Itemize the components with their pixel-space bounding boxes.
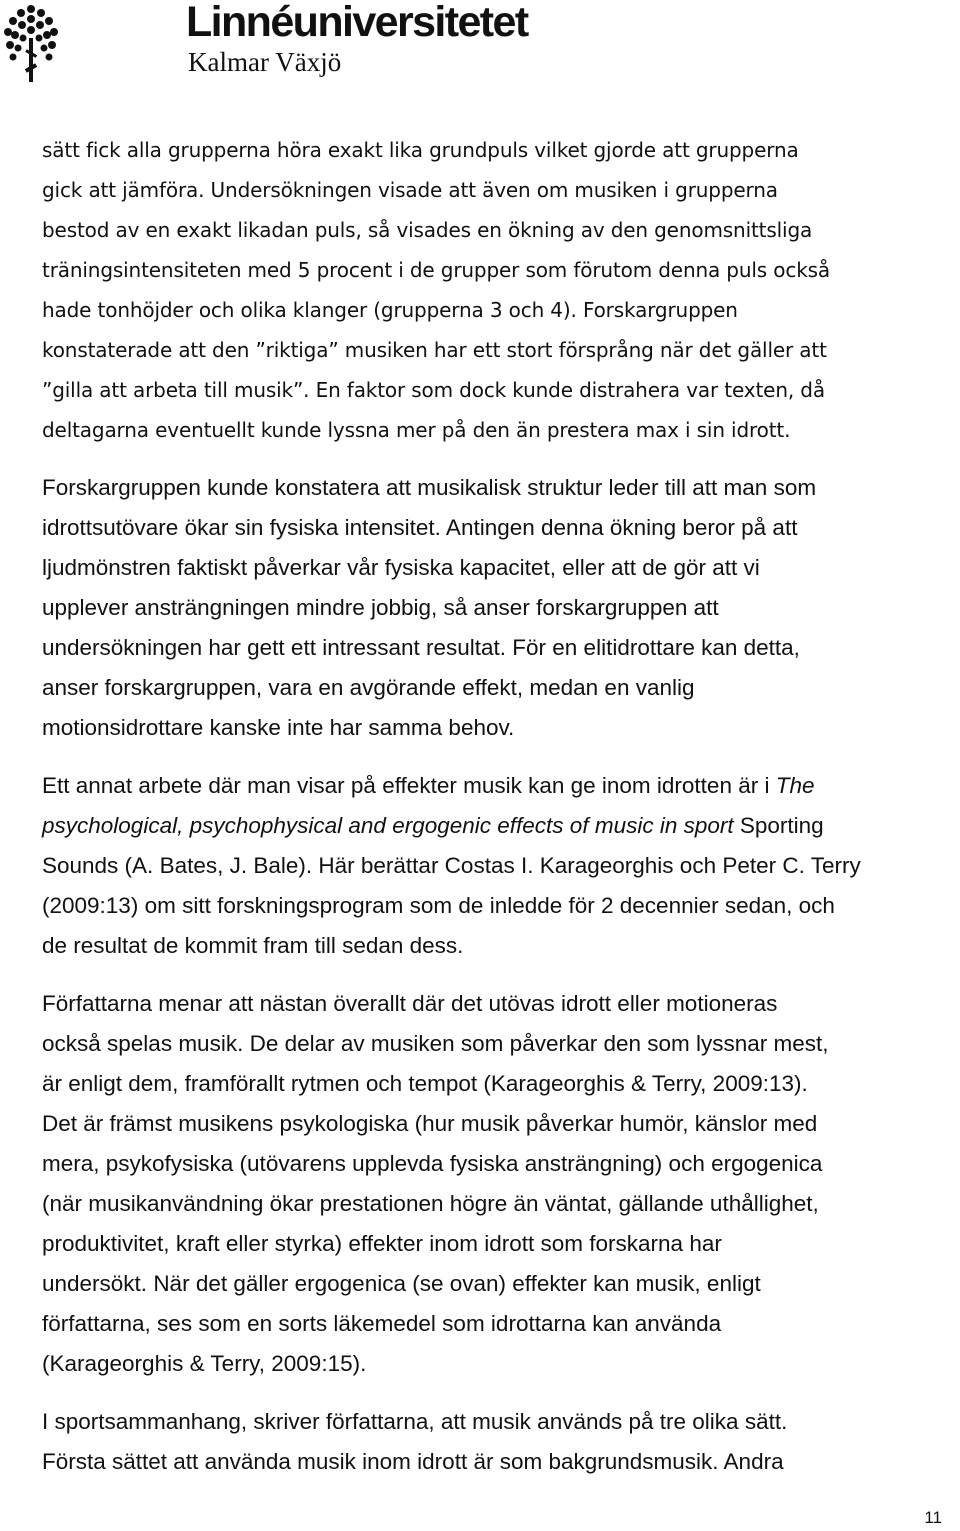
text-line: Författarna menar att nästan överallt där det utövas idrott eller motioneras — [42, 991, 778, 1016]
text-line: Forskargruppen kunde konstatera att musikalisk struktur leder till att man som — [42, 475, 817, 500]
text-line: upplever ansträngningen mindre jobbig, så anser forskargruppen att — [42, 595, 719, 620]
text-line: idrottsutövare ökar sin fysiska intensitet. Antingen denna ökning beror på att — [42, 515, 798, 540]
text-line: Sounds (A. Bates, J. Bale). Här berättar Costas I. Karageorghis och Peter C. Terry — [42, 853, 861, 878]
book-title-part: The — [775, 773, 815, 798]
text-line: ”gilla att arbeta till musik”. En faktor som dock kunde distrahera var texten, då — [42, 378, 825, 402]
text-line: undersökningen har gett ett intressant resultat. För en elitidrottare kan detta, — [42, 635, 800, 660]
text-line: bestod av en exakt likadan puls, så visades en ökning av den genomsnittsliga — [42, 218, 813, 242]
text-line: (2009:13) om sitt forskningsprogram som de inledde för 2 decennier sedan, och — [42, 893, 835, 918]
paragraph-3 — [42, 766, 960, 966]
text-line: hade tonhöjder och olika klanger (grupperna 3 och 4). Forskargruppen — [42, 298, 738, 322]
text-line: motionsidrottare kanske inte har samma behov. — [42, 715, 515, 740]
paragraph-4 — [42, 984, 960, 1384]
text-line: produktivitet, kraft eller styrka) effekter inom idrott som forskarna har — [42, 1231, 722, 1256]
text-line: konstaterade att den ”riktiga” musiken har ett stort försprång när det gäller att — [42, 338, 827, 362]
text-line: I sportsammanhang, skriver författarna, att musik används på tre olika sätt. — [42, 1409, 788, 1434]
paragraph-5 — [42, 1402, 960, 1482]
text-run: Sporting — [733, 813, 824, 838]
text-line: deltagarna eventuellt kunde lyssna mer på den än prestera max i sin idrott. — [42, 418, 791, 442]
text-line: undersökt. När det gäller ergogenica (se ovan) effekter kan musik, enligt — [42, 1271, 761, 1296]
text-line: träningsintensiteten med 5 procent i de grupper som förutom denna puls också — [42, 258, 831, 282]
text-line — [42, 766, 960, 806]
text-line: anser forskargruppen, vara en avgörande effekt, medan en vanlig — [42, 675, 695, 700]
text-line: Första sättet att använda musik inom idrott är som bakgrundsmusik. Andra — [42, 1449, 784, 1474]
text-run: Ett annat arbete där man visar på effekter musik kan ge inom idrotten är i — [42, 773, 776, 798]
tree-logo-icon — [3, 4, 59, 82]
text-line: (Karageorghis & Terry, 2009:15). — [42, 1351, 367, 1376]
text-line: de resultat de kommit fram till sedan dess. — [42, 933, 464, 958]
logo-name: Linnéuniversitetet — [186, 0, 528, 46]
text-line: sätt fick alla grupperna höra exakt lika grundpuls vilket gjorde att grupperna — [42, 138, 799, 162]
logo-subtitle: Kalmar Växjö — [188, 47, 342, 77]
text-line: mera, psykofysiska (utövarens upplevda fysiska ansträngning) och ergogenica — [42, 1151, 823, 1176]
page-number: 11 — [924, 1508, 942, 1527]
paragraph-1 — [42, 130, 960, 450]
paragraph-2 — [42, 468, 960, 748]
text-line: gick att jämföra. Undersökningen visade att även om musiken i grupperna — [42, 178, 778, 202]
text-line — [42, 806, 960, 846]
book-title-part: psychological, psychophysical and ergogenic effects of music in sport — [42, 813, 734, 838]
text-line: (när musikanvändning ökar prestationen högre än väntat, gällande uthållighet, — [42, 1191, 819, 1216]
document-body — [42, 130, 960, 1482]
text-line: är enligt dem, framförallt rytmen och tempot (Karageorghis & Terry, 2009:13). — [42, 1071, 808, 1096]
text-line: författarna, ses som en sorts läkemedel som idrottarna kan använda — [42, 1311, 722, 1336]
page-header — [0, 0, 960, 90]
text-line: Det är främst musikens psykologiska (hur musik påverkar humör, känslor med — [42, 1111, 818, 1136]
text-line: ljudmönstren faktiskt påverkar vår fysiska kapacitet, eller att de gör att vi — [42, 555, 760, 580]
text-line: också spelas musik. De delar av musiken som påverkar den som lyssnar mest, — [42, 1031, 829, 1056]
